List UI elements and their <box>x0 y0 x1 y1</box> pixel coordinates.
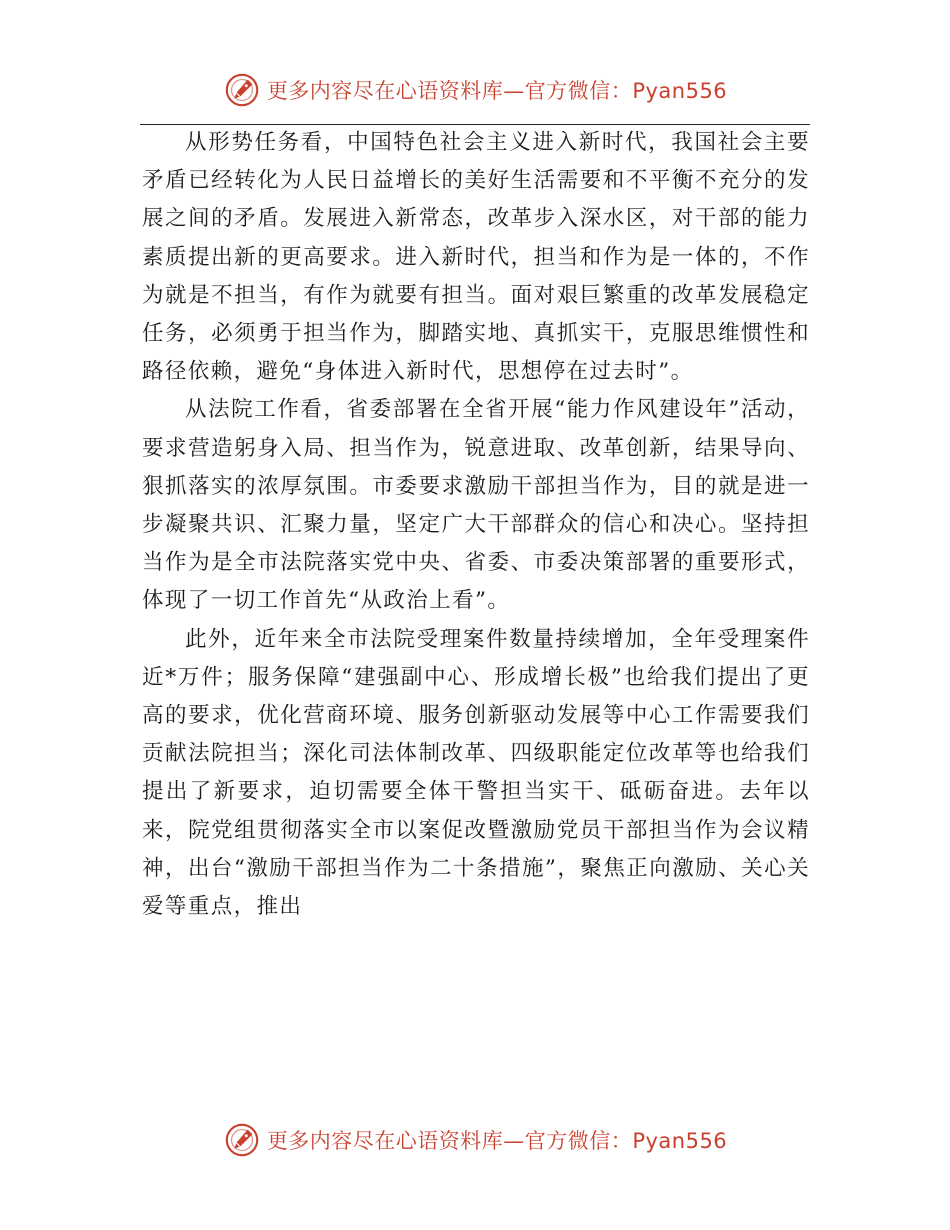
wechat-handle: Pyan556 <box>632 1129 728 1153</box>
footer-banner <box>0 1118 950 1162</box>
pen-nib-seal-icon <box>223 71 261 109</box>
wechat-handle: Pyan556 <box>632 79 728 103</box>
paragraph: 从形势任务看，中国特色社会主义进入新时代，我国社会主要矛盾已经转化为人民日益增长的美好生活需要和不平衡不充分的发展之间的矛盾。发展进入新常态，改革步入深水区，对干部的能力素质提出新的更高要求。进入新时代，担当和作为是一体的，不作为就是不担当，有作为就要有担当。面对艰巨繁重的改革发展稳定任务，必须勇于担当作为，脚踏实地、真抓实干，克服思维惯性和路径依赖，避免“身体进入新时代，思想停在过去时”。 <box>142 130 810 385</box>
pen-nib-seal-icon <box>223 1121 261 1159</box>
banner-text: 更多内容尽在心语资料库—官方微信：Pyan556 <box>266 79 728 103</box>
paragraph: 从法院工作看，省委部署在全省开展“能力作风建设年”活动，要求营造躬身入局、担当作为，锐意进取、改革创新，结果导向、狠抓落实的浓厚氛围。市委要求激励干部担当作为，目的就是进一步凝聚共识、汇聚力量，坚定广大干部群众的信心和决心。坚持担当作为是全市法院落实党中央、省委、市委决策部署的重要形式，体现了一切工作首先“从政治上看”。 <box>142 397 810 614</box>
header-banner <box>0 68 950 112</box>
banner-text: 更多内容尽在心语资料库—官方微信：Pyan556 <box>266 1129 728 1153</box>
document-body <box>142 124 810 926</box>
paragraph: 此外，近年来全市法院受理案件数量持续增加，全年受理案件近*万件；服务保障“建强副中心、形成增长极”也给我们提出了更高的要求，优化营商环境、服务创新驱动发展等中心工作需要我们贡献法院担当；深化司法体制改革、四级职能定位改革等也给我们提出了新要求，迫切需要全体干警担当实干、砥砺奋进。去年以来，院党组贯彻落实全市以案促改暨激励党员干部担当作为会议精神，出台“激励干部担当作为二十条措施”，聚焦正向激励、关心关爱等重点，推出 <box>142 626 810 920</box>
